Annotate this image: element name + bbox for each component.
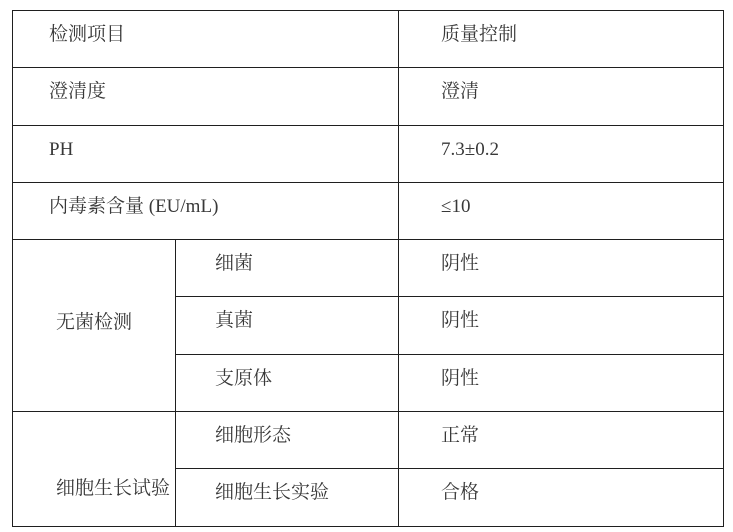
row-value-endotoxin: ≤10 — [399, 182, 724, 239]
table-row — [13, 125, 724, 182]
row-value-bacteria: 阴性 — [399, 240, 724, 297]
row-item-cell-morphology: 细胞形态 — [176, 412, 399, 469]
table-row — [13, 68, 724, 125]
table-row — [13, 412, 724, 469]
row-item-endotoxin: 内毒素含量 (EU/mL) — [13, 182, 399, 239]
row-item-cell-growth-test: 细胞生长实验 — [176, 469, 399, 526]
row-item-clarity: 澄清度 — [13, 68, 399, 125]
group-label-cell-growth: 细胞生长试验 — [13, 412, 176, 527]
row-item-ph: PH — [13, 125, 399, 182]
row-value-clarity: 澄清 — [399, 68, 724, 125]
row-value-mycoplasma: 阴性 — [399, 354, 724, 411]
quality-control-table — [12, 10, 724, 527]
row-value-fungus: 阴性 — [399, 297, 724, 354]
group-label-sterility: 无菌检测 — [13, 240, 176, 412]
table-row — [13, 11, 724, 68]
row-value-ph: 7.3±0.2 — [399, 125, 724, 182]
header-cell-item: 检测项目 — [13, 11, 399, 68]
table-row — [13, 182, 724, 239]
row-item-bacteria: 细菌 — [176, 240, 399, 297]
row-item-fungus: 真菌 — [176, 297, 399, 354]
header-cell-qc: 质量控制 — [399, 11, 724, 68]
row-value-cell-morphology: 正常 — [399, 412, 724, 469]
table-row — [13, 240, 724, 297]
row-value-cell-growth-test: 合格 — [399, 469, 724, 526]
row-item-mycoplasma: 支原体 — [176, 354, 399, 411]
